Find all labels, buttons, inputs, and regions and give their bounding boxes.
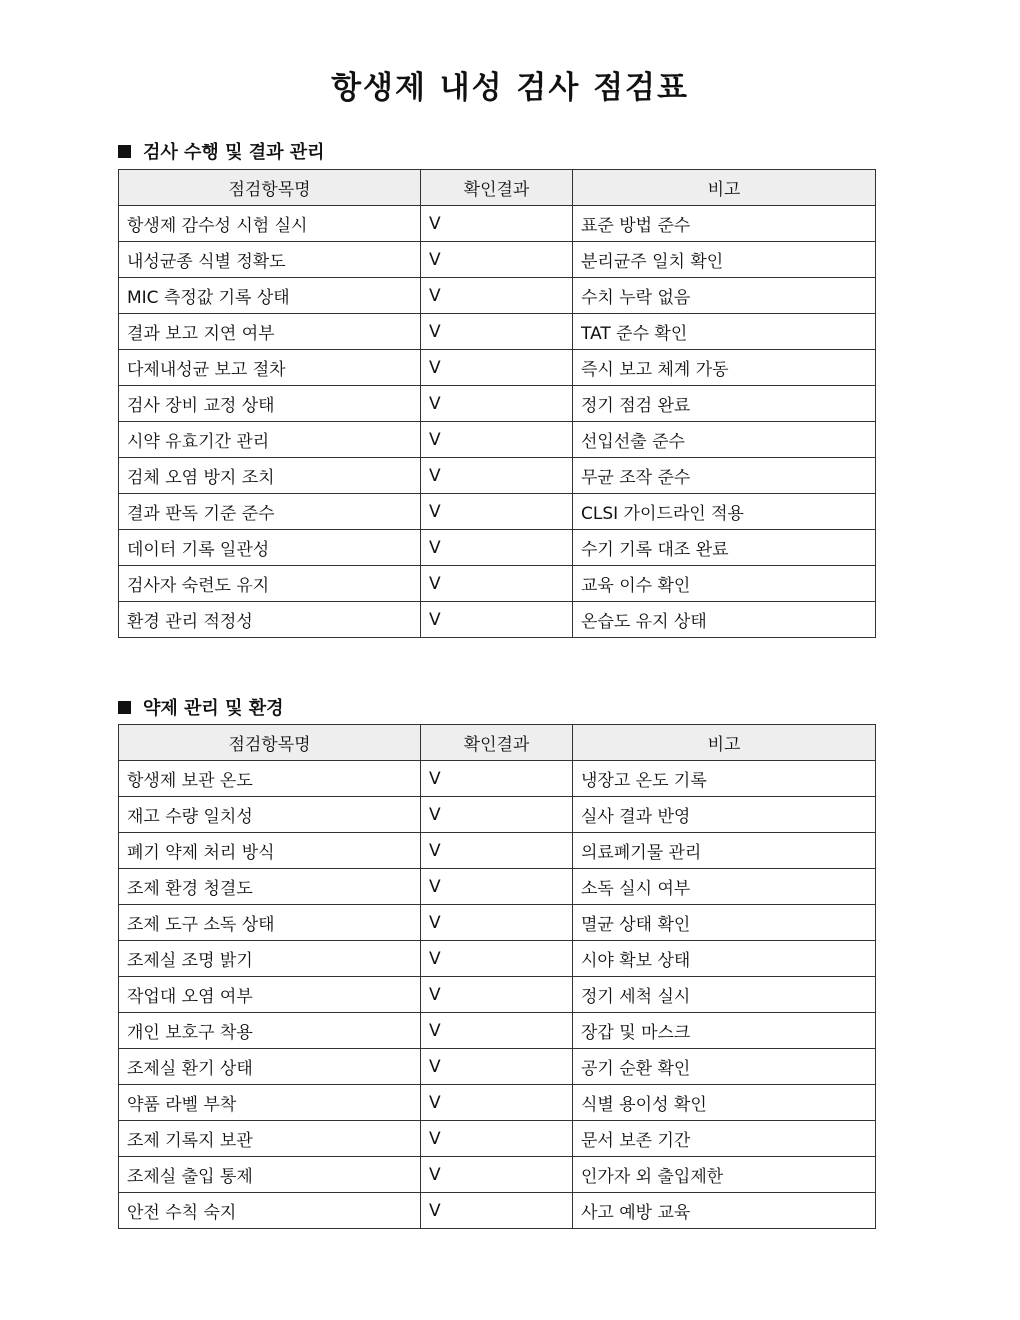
header-item-name: 점검항목명 [119,725,421,761]
remarks-cell: 분리균주 일치 확인 [573,242,876,278]
table-row [119,1121,876,1157]
table-row [119,977,876,1013]
item-name-cell: 시약 유효기간 관리 [119,422,421,458]
table-row [119,833,876,869]
header-remarks: 비고 [573,725,876,761]
table-row [119,905,876,941]
table-row [119,1085,876,1121]
check-result-cell: V [421,797,573,833]
item-name-cell: 조제 도구 소독 상태 [119,905,421,941]
check-result-cell: V [421,941,573,977]
header-check-result: 확인결과 [421,725,573,761]
table-row [119,1157,876,1193]
item-name-cell: 조제실 출입 통제 [119,1157,421,1193]
table-row [119,314,876,350]
item-name-cell: 안전 수칙 숙지 [119,1193,421,1229]
section-heading-label: 검사 수행 및 결과 관리 [143,142,325,163]
item-name-cell: 다제내성균 보고 절차 [119,350,421,386]
remarks-cell: 사고 예방 교육 [573,1193,876,1229]
check-result-cell: V [421,833,573,869]
table-header-row [119,170,876,206]
remarks-cell: 냉장고 온도 기록 [573,761,876,797]
check-result-cell: V [421,422,573,458]
remarks-cell: 선입선출 준수 [573,422,876,458]
remarks-cell: 교육 이수 확인 [573,566,876,602]
check-result-cell: V [421,1121,573,1157]
check-result-cell: V [421,314,573,350]
table-row [119,278,876,314]
header-check-result: 확인결과 [421,170,573,206]
remarks-cell: 멸균 상태 확인 [573,905,876,941]
remarks-cell: 정기 점검 완료 [573,386,876,422]
table-row [119,386,876,422]
item-name-cell: 검사 장비 교정 상태 [119,386,421,422]
item-name-cell: 항생제 보관 온도 [119,761,421,797]
check-result-cell: V [421,1013,573,1049]
check-result-cell: V [421,458,573,494]
item-name-cell: 데이터 기록 일관성 [119,530,421,566]
remarks-cell: CLSI 가이드라인 적용 [573,494,876,530]
check-result-cell: V [421,242,573,278]
remarks-cell: 공기 순환 확인 [573,1049,876,1085]
remarks-cell: 시야 확보 상태 [573,941,876,977]
section-heading-label: 약제 관리 및 환경 [143,698,284,719]
item-name-cell: 항생제 감수성 시험 실시 [119,206,421,242]
drug-management-checklist-table [118,724,876,1229]
remarks-cell: 즉시 보고 체계 가동 [573,350,876,386]
table-row [119,530,876,566]
remarks-cell: 정기 세척 실시 [573,977,876,1013]
item-name-cell: 결과 보고 지연 여부 [119,314,421,350]
remarks-cell: 인가자 외 출입제한 [573,1157,876,1193]
table-row [119,350,876,386]
section-heading-drug-management [118,694,284,720]
remarks-cell: 표준 방법 준수 [573,206,876,242]
item-name-cell: 조제 환경 청결도 [119,869,421,905]
item-name-cell: 내성균종 식별 정확도 [119,242,421,278]
item-name-cell: 약품 라벨 부착 [119,1085,421,1121]
item-name-cell: 개인 보호구 착용 [119,1013,421,1049]
remarks-cell: 소독 실시 여부 [573,869,876,905]
item-name-cell: 폐기 약제 처리 방식 [119,833,421,869]
table-row [119,1193,876,1229]
check-result-cell: V [421,350,573,386]
remarks-cell: 문서 보존 기간 [573,1121,876,1157]
item-name-cell: 조제 기록지 보관 [119,1121,421,1157]
table-header-row [119,725,876,761]
table-row [119,602,876,638]
check-result-cell: V [421,977,573,1013]
check-result-cell: V [421,1157,573,1193]
table-row [119,422,876,458]
table-row [119,1013,876,1049]
remarks-cell: 의료폐기물 관리 [573,833,876,869]
table-row [119,458,876,494]
check-result-cell: V [421,1193,573,1229]
check-result-cell: V [421,566,573,602]
remarks-cell: 장갑 및 마스크 [573,1013,876,1049]
header-remarks: 비고 [573,170,876,206]
table-row [119,242,876,278]
remarks-cell: TAT 준수 확인 [573,314,876,350]
black-square-icon [118,701,131,714]
item-name-cell: 검사자 숙련도 유지 [119,566,421,602]
remarks-cell: 실사 결과 반영 [573,797,876,833]
table-row [119,566,876,602]
inspection-checklist-table [118,169,876,638]
check-result-cell: V [421,602,573,638]
item-name-cell: MIC 측정값 기록 상태 [119,278,421,314]
check-result-cell: V [421,761,573,797]
remarks-cell: 무균 조작 준수 [573,458,876,494]
table-row [119,941,876,977]
item-name-cell: 조제실 환기 상태 [119,1049,421,1085]
item-name-cell: 환경 관리 적정성 [119,602,421,638]
item-name-cell: 결과 판독 기준 준수 [119,494,421,530]
black-square-icon [118,145,131,158]
check-result-cell: V [421,1049,573,1085]
page-title: 항생제 내성 검사 점검표 [331,70,689,106]
table-row [119,761,876,797]
check-result-cell: V [421,1085,573,1121]
table-row [119,494,876,530]
check-result-cell: V [421,206,573,242]
item-name-cell: 재고 수량 일치성 [119,797,421,833]
table-row [119,797,876,833]
item-name-cell: 작업대 오염 여부 [119,977,421,1013]
remarks-cell: 수기 기록 대조 완료 [573,530,876,566]
item-name-cell: 검체 오염 방지 조치 [119,458,421,494]
check-result-cell: V [421,278,573,314]
remarks-cell: 온습도 유지 상태 [573,602,876,638]
check-result-cell: V [421,494,573,530]
remarks-cell: 수치 누락 없음 [573,278,876,314]
table-row [119,206,876,242]
check-result-cell: V [421,386,573,422]
check-result-cell: V [421,869,573,905]
item-name-cell: 조제실 조명 밝기 [119,941,421,977]
header-item-name: 점검항목명 [119,170,421,206]
section-heading-inspection [118,138,325,164]
check-result-cell: V [421,905,573,941]
remarks-cell: 식별 용이성 확인 [573,1085,876,1121]
check-result-cell: V [421,530,573,566]
table-row [119,869,876,905]
table-row [119,1049,876,1085]
